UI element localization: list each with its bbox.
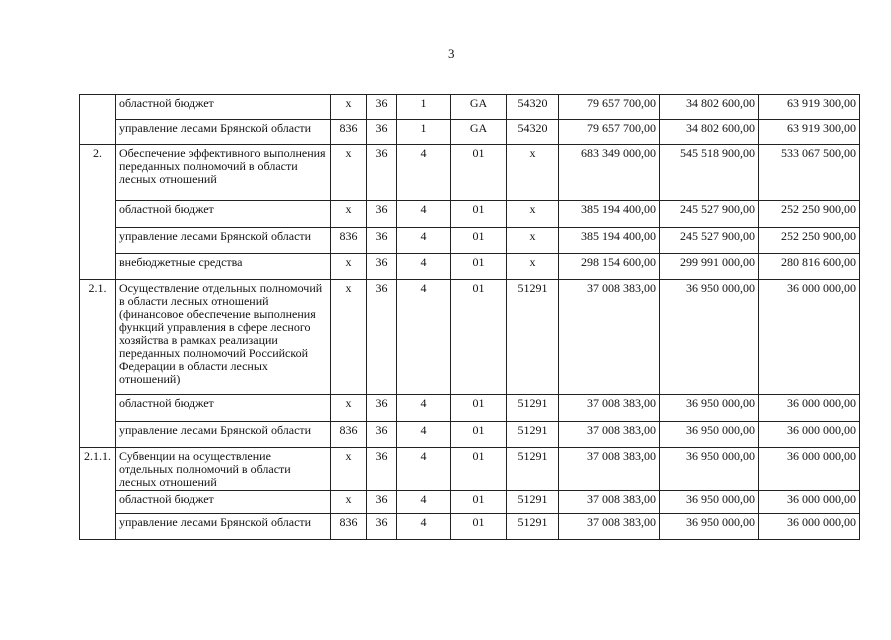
event-code-cell: 01 [451,145,507,201]
description-cell: управление лесами Брянской области [116,120,331,145]
amount-year1-cell: 683 349 000,00 [559,145,660,201]
description-cell: управление лесами Брянской области [116,422,331,448]
table-row [80,228,860,254]
program-code-cell: 36 [367,514,397,540]
direction-code-cell: 51291 [507,280,559,395]
program-code-cell: 36 [367,422,397,448]
description-cell: внебюджетные средства [116,254,331,280]
direction-code-cell: 51291 [507,395,559,422]
subprogram-code-cell: 4 [397,395,451,422]
event-code-cell: 01 [451,448,507,491]
event-code-cell: 01 [451,422,507,448]
event-code-cell: 01 [451,280,507,395]
table-row [80,280,860,395]
amount-year2-cell: 36 950 000,00 [660,395,759,422]
amount-year1-cell: 37 008 383,00 [559,395,660,422]
description-cell: областной бюджет [116,201,331,228]
direction-code-cell: х [507,145,559,201]
subprogram-code-cell: 1 [397,95,451,120]
amount-year2-cell: 34 802 600,00 [660,95,759,120]
amount-year2-cell: 36 950 000,00 [660,422,759,448]
amount-year2-cell: 36 950 000,00 [660,448,759,491]
event-code-cell: 01 [451,514,507,540]
admin-code-cell: х [331,395,367,422]
admin-code-cell: х [331,145,367,201]
subprogram-code-cell: 4 [397,145,451,201]
amount-year2-cell: 36 950 000,00 [660,514,759,540]
direction-code-cell: 54320 [507,95,559,120]
subprogram-code-cell: 4 [397,448,451,491]
table-row [80,254,860,280]
admin-code-cell: х [331,254,367,280]
subprogram-code-cell: 4 [397,514,451,540]
amount-year3-cell: 36 000 000,00 [759,448,860,491]
admin-code-cell: х [331,280,367,395]
description-cell: Субвенции на осуществление отдельных полномочий в области лесных отношений [116,448,331,491]
budget-table [79,94,860,540]
amount-year2-cell: 245 527 900,00 [660,228,759,254]
direction-code-cell: х [507,201,559,228]
amount-year2-cell: 34 802 600,00 [660,120,759,145]
amount-year3-cell: 36 000 000,00 [759,280,860,395]
event-code-cell: 01 [451,201,507,228]
direction-code-cell: х [507,228,559,254]
amount-year2-cell: 545 518 900,00 [660,145,759,201]
subprogram-code-cell: 1 [397,120,451,145]
amount-year2-cell: 299 991 000,00 [660,254,759,280]
table-row [80,95,860,120]
direction-code-cell: 51291 [507,422,559,448]
program-code-cell: 36 [367,201,397,228]
amount-year3-cell: 533 067 500,00 [759,145,860,201]
description-cell: областной бюджет [116,491,331,514]
admin-code-cell: х [331,95,367,120]
description-cell: управление лесами Брянской области [116,228,331,254]
event-code-cell: 01 [451,254,507,280]
admin-code-cell: 836 [331,228,367,254]
table-row [80,395,860,422]
program-code-cell: 36 [367,491,397,514]
direction-code-cell: 54320 [507,120,559,145]
amount-year3-cell: 36 000 000,00 [759,491,860,514]
admin-code-cell: х [331,491,367,514]
amount-year1-cell: 37 008 383,00 [559,280,660,395]
amount-year1-cell: 385 194 400,00 [559,201,660,228]
table-row [80,422,860,448]
subprogram-code-cell: 4 [397,491,451,514]
program-code-cell: 36 [367,95,397,120]
program-code-cell: 36 [367,145,397,201]
amount-year3-cell: 36 000 000,00 [759,422,860,448]
subprogram-code-cell: 4 [397,280,451,395]
direction-code-cell: 51291 [507,448,559,491]
amount-year1-cell: 79 657 700,00 [559,95,660,120]
table-row [80,201,860,228]
description-cell: Осуществление отдельных полномочий в области лесных отношений (финансовое обеспечение выполнения функций управления в сфере лесного хозяйства в рамках реализации переданных полномочий Российской Федерации в области лесных отношений) [116,280,331,395]
admin-code-cell: 836 [331,422,367,448]
amount-year2-cell: 245 527 900,00 [660,201,759,228]
table-row [80,448,860,491]
description-cell: областной бюджет [116,95,331,120]
subprogram-code-cell: 4 [397,422,451,448]
description-cell: управление лесами Брянской области [116,514,331,540]
item-number-cell: 2. [80,145,116,280]
subprogram-code-cell: 4 [397,228,451,254]
description-cell: областной бюджет [116,395,331,422]
event-code-cell: 01 [451,395,507,422]
table-body [80,95,860,540]
event-code-cell: 01 [451,228,507,254]
amount-year1-cell: 37 008 383,00 [559,422,660,448]
amount-year1-cell: 79 657 700,00 [559,120,660,145]
subprogram-code-cell: 4 [397,254,451,280]
amount-year3-cell: 63 919 300,00 [759,95,860,120]
admin-code-cell: х [331,448,367,491]
amount-year3-cell: 63 919 300,00 [759,120,860,145]
program-code-cell: 36 [367,254,397,280]
amount-year1-cell: 37 008 383,00 [559,514,660,540]
admin-code-cell: 836 [331,514,367,540]
program-code-cell: 36 [367,120,397,145]
direction-code-cell: х [507,254,559,280]
table-row [80,491,860,514]
amount-year1-cell: 385 194 400,00 [559,228,660,254]
item-number-cell: 2.1.1. [80,448,116,540]
description-cell: Обеспечение эффективного выполнения переданных полномочий в области лесных отношений [116,145,331,201]
admin-code-cell: х [331,201,367,228]
amount-year2-cell: 36 950 000,00 [660,491,759,514]
amount-year1-cell: 298 154 600,00 [559,254,660,280]
item-number-cell [80,95,116,145]
amount-year2-cell: 36 950 000,00 [660,280,759,395]
amount-year3-cell: 252 250 900,00 [759,201,860,228]
amount-year3-cell: 36 000 000,00 [759,395,860,422]
page-number: 3 [448,46,455,61]
item-number-cell: 2.1. [80,280,116,448]
direction-code-cell: 51291 [507,491,559,514]
amount-year3-cell: 280 816 600,00 [759,254,860,280]
amount-year3-cell: 36 000 000,00 [759,514,860,540]
event-code-cell: GA [451,120,507,145]
table-row [80,145,860,201]
amount-year3-cell: 252 250 900,00 [759,228,860,254]
table-row [80,514,860,540]
amount-year1-cell: 37 008 383,00 [559,491,660,514]
event-code-cell: GA [451,95,507,120]
program-code-cell: 36 [367,280,397,395]
program-code-cell: 36 [367,228,397,254]
subprogram-code-cell: 4 [397,201,451,228]
program-code-cell: 36 [367,448,397,491]
program-code-cell: 36 [367,395,397,422]
admin-code-cell: 836 [331,120,367,145]
amount-year1-cell: 37 008 383,00 [559,448,660,491]
direction-code-cell: 51291 [507,514,559,540]
event-code-cell: 01 [451,491,507,514]
table-row [80,120,860,145]
